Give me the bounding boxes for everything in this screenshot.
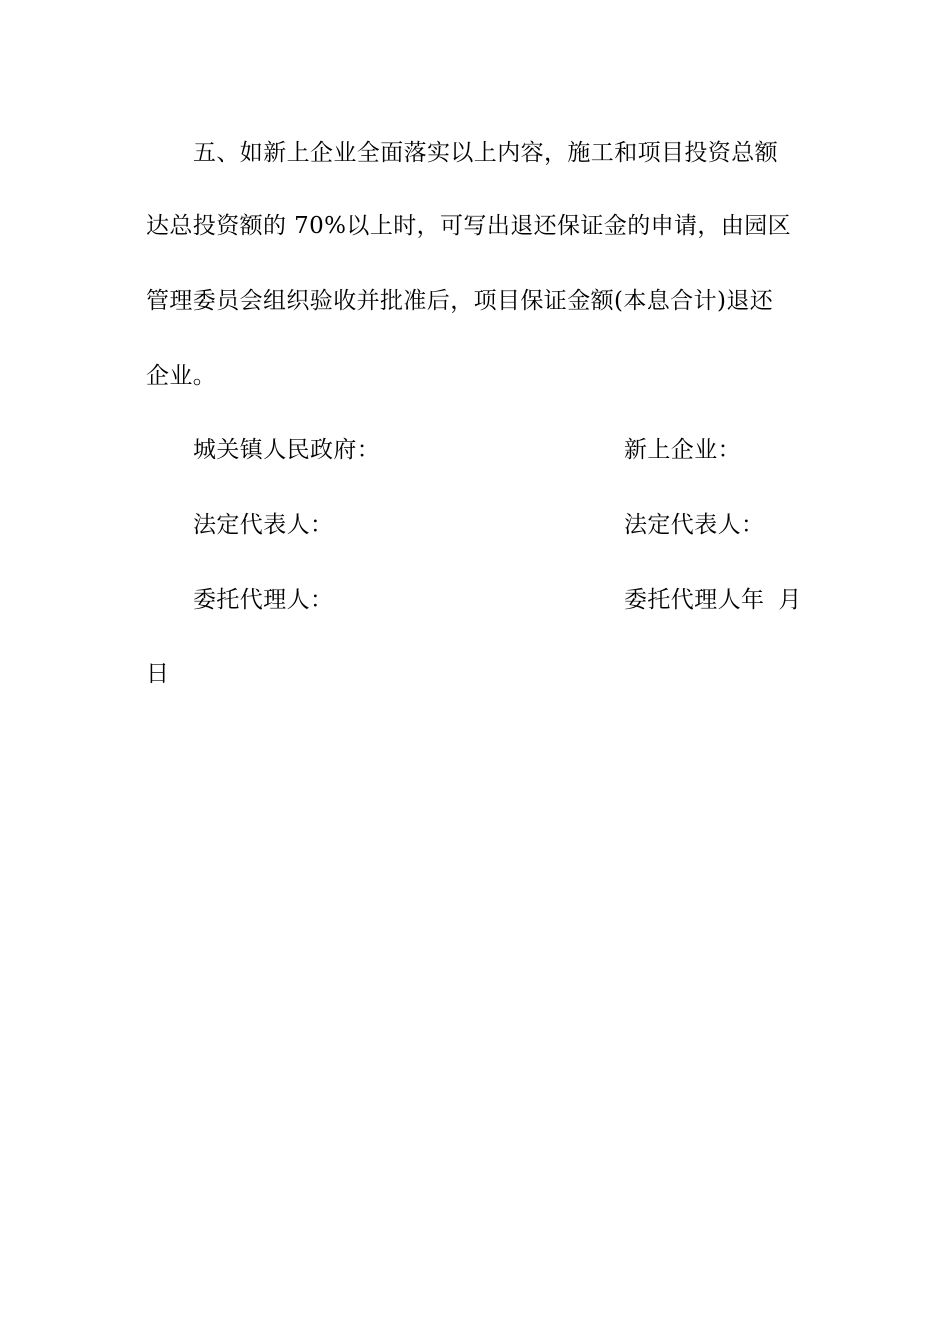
clause-five-line-3: 管理委员会组织验收并批准后，项目保证金额(本息合计)退还	[146, 288, 774, 314]
signature-agent-right-date	[624, 585, 802, 615]
signature-party-government: 城关镇人民政府：	[193, 437, 381, 463]
signature-agent-year-label: 委托代理人年	[624, 587, 765, 613]
clause-five-line-1: 五、如新上企业全面落实以上内容，施工和项目投资总额	[193, 140, 778, 166]
signature-party-enterprise: 新上企业：	[624, 437, 741, 463]
clause-five-line-2: 达总投资额的 70%以上时，可写出退还保证金的申请，由园区	[146, 213, 792, 239]
signature-legal-rep-right: 法定代表人：	[624, 512, 765, 538]
date-day-label: 日	[146, 661, 170, 687]
date-month-label: 月	[778, 587, 802, 613]
signature-legal-rep-left: 法定代表人：	[193, 512, 334, 538]
signature-agent-left: 委托代理人：	[193, 587, 334, 613]
clause-five-line-4: 企业。	[146, 363, 217, 389]
